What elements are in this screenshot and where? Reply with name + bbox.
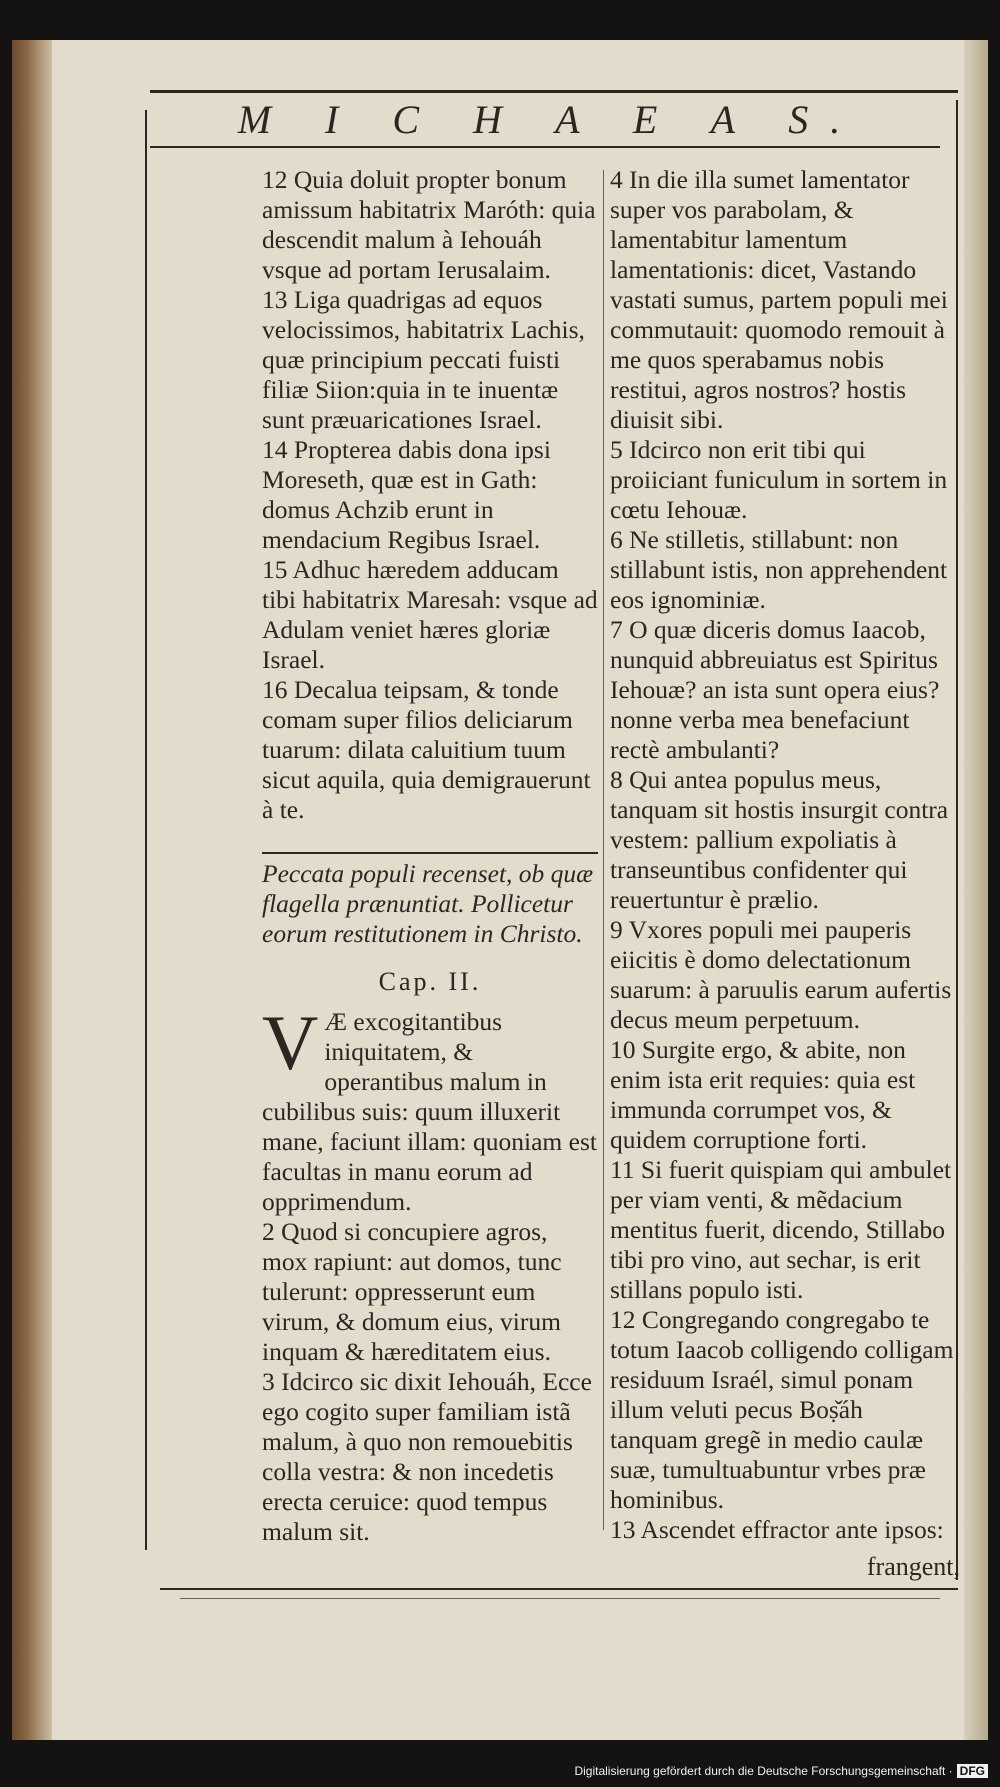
digitization-credit: [574, 1764, 988, 1778]
dfg-logo: DFG: [957, 1764, 988, 1778]
verse: 5 Idcirco non erit tibi qui proiiciant funiculum in sortem in cœtu Iehouæ.: [610, 435, 948, 524]
verse: 12 Quia doluit propter bonum amissum habitatrix Maróth: quia descendit malum à Iehouáh vsque ad portam Ierusalaim.: [262, 165, 596, 284]
column-divider: [603, 170, 604, 1530]
top-rule: [150, 90, 958, 93]
chapter-summary: Peccata populi recenset, ob quæ flagella prænuntiat. Pollicetur eorum restitutionem in Christo.: [262, 859, 594, 948]
drop-cap: V: [262, 999, 319, 1086]
verse: 10 Surgite ergo, & abite, non enim ista erit requies: quia est immunda corrumpet vos, & quidem corruptione forti.: [610, 1035, 916, 1154]
verse: 2 Quod si concupiere agros, mox rapiunt: aut domos, tunc tulerunt: oppresserunt eum virum, & domum eius, virum inquam & hæreditatem eius.: [262, 1217, 562, 1366]
verse: 14 Propterea dabis dona ipsi Moreseth, quæ est in Gath: domus Achzib erunt in mendacium Regibus Israel.: [262, 435, 551, 554]
verse: 16 Decalua teipsam, & tonde comam super filios deliciarum tuarum: dilata caluitium tuum sicut aquila, quia demigrauerunt à te.: [262, 675, 591, 824]
verse: 11 Si fuerit quispiam qui ambulet per viam venti, & mẽdacium mentitus fuerit, dicendo, Stillabo tibi pro vino, aut sechar, is erit stillans populo isti.: [610, 1155, 952, 1304]
right-column: [610, 165, 956, 1545]
verse-text: Æ excogitantibus iniquitatem, & operantibus malum in cubilibus suis: quum illuxerit mane, faciunt illam: quoniam est facultas in manu eorum ad opprimendum.: [262, 1007, 597, 1216]
verse: 9 Vxores populi mei pauperis eiicitis è domo delectationum suarum: à paruulis earum aufertis decus meum perpetuum.: [610, 915, 952, 1034]
credit-text: Digitalisierung gefördert durch die Deutsche Forschungsgemeinschaft ·: [574, 1764, 953, 1778]
left-margin-rule: [145, 110, 147, 1550]
verse: 13 Liga quadrigas ad equos velocissimos, habitatrix Lachis, quæ principium peccati fuisti filiæ Siion:quia in te inuentæ sunt præuaricationes Israel.: [262, 285, 585, 434]
verse: 6 Ne stilletis, stillabunt: non stillabunt istis, non apprehendent eos ignominiæ.: [610, 525, 948, 614]
verse: 4 In die illa sumet lamentator super vos parabolam, & lamentabitur lamentum lamentationis: dicet, Vastando vastati sumus, partem populi mei commutauit: quomodo remouit à me quos sperabamus nobis restitui, agros nostros? hostis diuisit sibi.: [610, 165, 948, 434]
chapter-first-verse: [262, 999, 598, 1217]
right-margin-rule: [956, 100, 958, 1580]
page-edge: [964, 40, 988, 1740]
verse: 12 Congregando congregabo te totum Iaacob colligendo colligam residuum Israél, simul ponam illum veluti pecus Boṣ̌áh tanquam gregẽ in medio caulæ suæ, tumultuabuntur vrbes præ hominibus.: [610, 1305, 954, 1514]
bottom-rule: [160, 1588, 958, 1590]
verse: 15 Adhuc hæredem adducam tibi habitatrix Maresah: vsque ad Adulam veniet hæres gloriæ Israel.: [262, 555, 598, 674]
chapter-heading: Cap. II.: [378, 967, 482, 996]
catchword: frangent,: [866, 1552, 960, 1581]
verse: 3 Idcirco sic dixit Iehouáh, Ecce ego cogito super familiam istã malum, à quo non remouebitis colla vestra: & non incedetis erecta ceruice: quod tempus malum sit.: [262, 1367, 592, 1546]
verse: 7 O quæ diceris domus Iaacob, nunquid abbreuiatus est Spiritus Iehouæ? an ista sunt opera eius? nonne verba mea benefaciunt rectè ambulanti?: [610, 615, 940, 764]
verse: 13 Ascendet effractor ante ipsos:: [610, 1515, 944, 1544]
running-head: M I C H A E A S.: [237, 97, 863, 142]
verse: 8 Qui antea populus meus, tanquam sit hostis insurgit contra vestem: pallium expoliatis à transeuntibus confidenter qui reuertuntur è prælio.: [610, 765, 949, 914]
bottom-rule-lower: [180, 1598, 940, 1599]
header-rule: [150, 146, 940, 148]
left-column: [262, 165, 598, 1547]
book-spine: [12, 40, 52, 1740]
